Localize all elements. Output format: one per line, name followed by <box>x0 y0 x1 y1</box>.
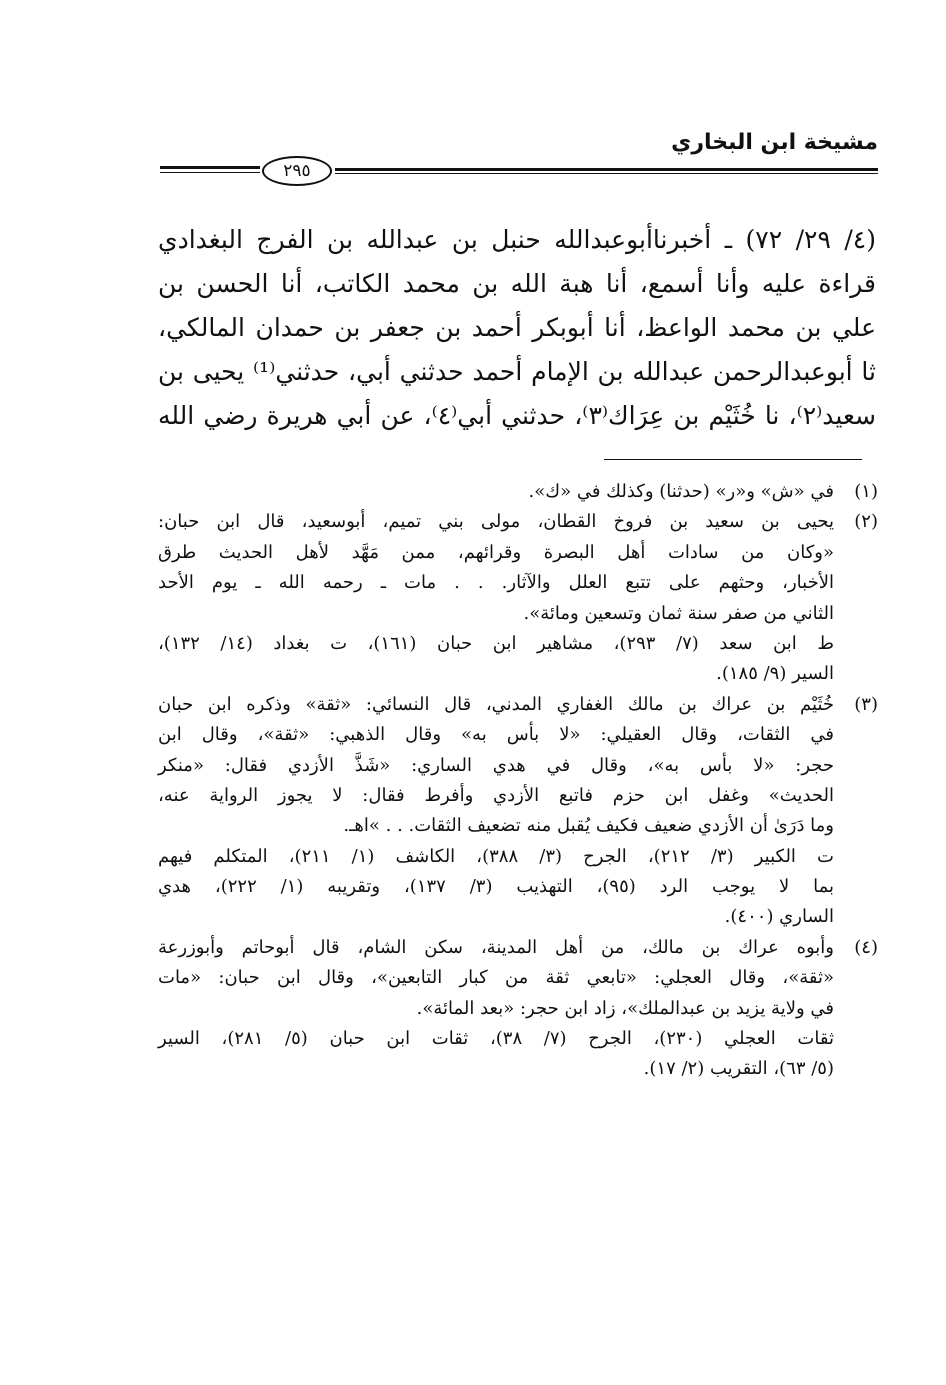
footnote-line: الحديث» وغفل ابن حزم فاتبع الأزدي وأفرط فقال: لا يجوز الرواية عنه، <box>158 784 834 806</box>
main-line: قراءة عليه وأنا أسمع، أنا هبة الله بن محمد الكاتب، أنا الحسن بن <box>158 269 876 298</box>
footnote-line: بما لا يوجب الرد (٩٥)، التهذيب (٣/ ١٣٧)، وتقريبه (١/ ٢٢٢)، هدي <box>158 876 834 898</box>
footnote-line: يحيى بن سعيد بن فروخ القطان، مولى بني تميم، أبوسعيد، قال ابن حبان: <box>158 511 834 533</box>
footnote-4 <box>158 933 878 1085</box>
header-rule-left-thin <box>160 172 260 173</box>
footnote-number: (١) <box>854 481 878 502</box>
footnote-line: ط ابن سعد (٧/ ٢٩٣)، مشاهير ابن حبان (١٦١)، ت بغداد (١٤/ ١٣٢)، <box>158 632 834 654</box>
book-title: مشيخة ابن البخاري <box>671 130 878 155</box>
main-line: سعيد⁽٢⁾، نا خُثَيْم بن عِرَاك⁽٣⁾، حدثني أبي⁽٤⁾، عن أبي هريرة رضي الله <box>158 401 876 430</box>
footnote-line: السير (٩/ ١٨٥). <box>716 663 834 685</box>
footnote-line: (٥/ ٦٣)، التقريب (٢/ ١٧). <box>643 1058 834 1080</box>
page-number: ٢٩٥ <box>262 156 332 186</box>
footnote-line: في «ش» و«ر» (حدثنا) وكذلك في «ك». <box>528 481 834 502</box>
footnote-number: (٢) <box>854 511 878 533</box>
footnotes <box>158 477 878 1085</box>
footnote-line: خُثَيْم بن عراك بن مالك الغفاري المدني، قال النسائي: «ثقة» وذكره ابن حبان <box>158 693 834 715</box>
footnote-line: الثاني من صفر سنة ثمان وتسعين ومائة». <box>523 602 834 624</box>
main-line: ثا أبوعبدالرحمن عبدالله بن الإمام أحمد حدثني أبي، حدثني⁽¹⁾ يحيى بن <box>158 357 876 386</box>
footnote-line: حجر: «لا بأس به»، وقال في هدي الساري: «شَذَّ الأزدي فقال: «منكر <box>158 754 834 776</box>
footnote-line: الأخبار، وحثهم على تتبع العلل والآثار. . . مات ـ رحمه الله ـ يوم الأحد <box>158 572 834 594</box>
footnote-separator <box>604 459 862 460</box>
footnote-number: (٤) <box>854 936 878 958</box>
main-line: (٤/ ٢٩/ ٧٢) ـ أخبرناأبوعبدالله حنبل بن عبدالله بن الفرج البغدادي <box>158 225 876 254</box>
footnote-line: وأبوه عراك بن مالك، من أهل المدينة، سكن الشام، قال أبوحاتم وأبوزرعة <box>158 936 834 958</box>
footnote-number: (٣) <box>854 693 878 715</box>
footnote-2 <box>158 507 878 689</box>
page-header <box>160 128 878 180</box>
main-line: علي بن محمد الواعظ، أنا أبوبكر أحمد بن جعفر بن حمدان المالكي، <box>158 313 876 342</box>
footnote-line: «ثقة»، وقال العجلي: «تابعي ثقة من كبار التابعين»، وقال ابن حبان: «مات <box>158 967 834 989</box>
footnote-line: في ولاية يزيد بن عبدالملك»، زاد ابن حجر: «بعد المائة». <box>416 997 834 1019</box>
footnote-3 <box>158 690 878 933</box>
footnote-1 <box>158 477 878 507</box>
header-rule-left <box>160 166 260 169</box>
footnote-line: الساري (٤٠٠). <box>724 906 834 928</box>
main-text <box>158 218 876 438</box>
header-rule-thick <box>335 168 878 171</box>
footnote-line: ت الكبير (٣/ ٢١٢)، الجرح (٣/ ٣٨٨)، الكاشف (١/ ٢١١)، المتكلم فيهم <box>158 845 834 867</box>
header-rule-thin <box>335 173 878 174</box>
footnote-line: في الثقات، وقال العقيلي: «لا بأس به» وقال الذهبي: «ثقة»، وقال ابن <box>158 724 834 746</box>
footnote-line: «وكان من سادات أهل البصرة وقرائهم، ممن مَهَّد لأهل الحديث طرق <box>158 541 834 563</box>
footnote-line: ثقات العجلي (٢٣٠)، الجرح (٧/ ٣٨)، ثقات ابن حبان (٥/ ٢٨١)، السير <box>158 1028 834 1050</box>
footnote-line: وما دَرَىٰ أن الأزدي ضعيف فكيف يُقبل منه تضعيف الثقات. . . »اهـ. <box>343 815 834 837</box>
